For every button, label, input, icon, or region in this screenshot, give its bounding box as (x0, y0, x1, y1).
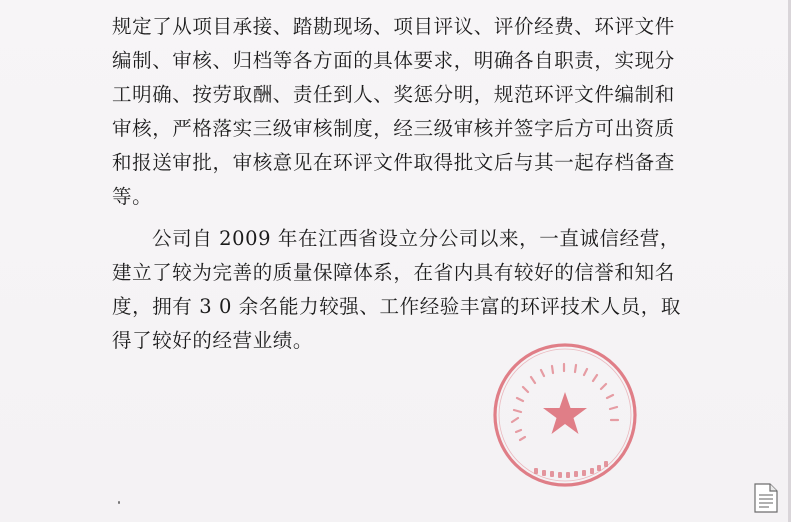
document-icon[interactable] (752, 482, 780, 514)
text-line: 等。 (112, 185, 153, 208)
text-line: 和报送审批，审核意见在环评文件取得批文后与其一起存档备查 (112, 151, 675, 174)
text-line: 规定了从项目承接、踏勘现场、项目评议、评价经费、环评文件 (112, 15, 675, 38)
text-line: 公司自 2009 年在江西省设立分公司以来，一直诚信经营， (152, 227, 680, 250)
company-seal-stamp (490, 340, 640, 490)
star-icon (543, 392, 587, 434)
text-line: 度，拥有 3 0 余名能力较强、工作经验丰富的环评技术人员，取 (112, 295, 682, 318)
text-line: 审核，严格落实三级审核制度，经三级审核并签字后方可出资质 (112, 117, 675, 140)
scan-speck (118, 501, 120, 504)
text-line: 编制、审核、归档等各方面的具体要求，明确各自职责，实现分 (112, 49, 675, 72)
text-line: 工明确、按劳取酬、责任到人、奖惩分明，规范环评文件编制和 (112, 83, 675, 106)
text-line: 建立了较为完善的质量保障体系，在省内具有较好的信誉和知名 (112, 261, 675, 284)
paragraph-2 (112, 222, 682, 358)
text-line: 得了较好的经营业绩。 (112, 329, 314, 352)
paragraph-1 (112, 10, 675, 214)
document-body (112, 10, 682, 358)
